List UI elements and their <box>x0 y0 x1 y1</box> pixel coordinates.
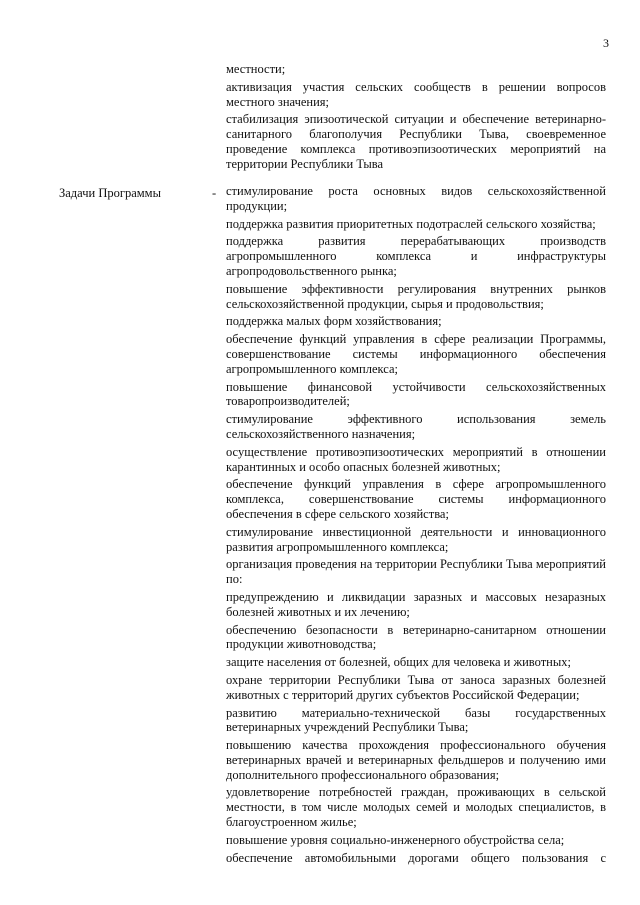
task-item: обеспечение функций управления в сфере агропромышленного комплекса, совершенствование системы информационного обеспечения в сфере сельского хозяйства; <box>226 477 606 521</box>
task-item: повышение уровня социально-инженерного обустройства села; <box>226 832 565 847</box>
tasks-label: Задачи Программы <box>59 186 161 200</box>
task-item: повышению качества прохождения профессионального обучения ветеринарных врачей и ветеринарных фельдшеров и получению ими дополнительного профессионального образования; <box>226 738 606 782</box>
task-item: организация проведения на территории Республики Тыва мероприятий по: <box>226 557 606 587</box>
page-number: 3 <box>603 36 609 50</box>
task-item: удовлетворение потребностей граждан, проживающих в сельской местности, в том числе молодых семей и молодых специалистов, в благоустроенном жилье; <box>226 785 606 830</box>
task-item: повышение финансовой устойчивости сельскохозяйственных товаропроизводителей; <box>226 379 606 409</box>
task-item: обеспечение автомобильными дорогами общего пользования с <box>226 850 606 865</box>
goal-item: стабилизация эпизоотической ситуации и обеспечение ветеринарно-санитарного благополучия Республики Тыва, своевременное проведение комплекса противоэпизоотических мероприятий на территории Республики Тыва <box>226 112 606 171</box>
task-item: обеспечение функций управления в сфере реализации Программы, совершенствование системы информационного обеспечения агропромышленного комплекса; <box>226 332 606 376</box>
task-item: защите населения от болезней, общих для человека и животных; <box>226 655 571 670</box>
task-item: поддержка малых форм хозяйствования; <box>226 314 442 329</box>
task-item: осуществление противоэпизоотических мероприятий в отношении карантинных и особо опасных болезней животных; <box>226 444 606 474</box>
label-dash: - <box>212 186 217 200</box>
goal-item: активизация участия сельских сообществ в решении вопросов местного значения; <box>226 79 606 109</box>
goals-continued-block <box>226 62 606 175</box>
task-item: повышение эффективности регулирования внутренних рынков сельскохозяйственной продукции, сырья и продовольствия; <box>226 281 606 311</box>
task-item: поддержка развития перерабатывающих производств агропромышленного комплекса и инфраструктуры агропродовольственного рынка; <box>226 234 606 278</box>
task-item: поддержка развития приоритетных подотраслей сельского хозяйства; <box>226 216 596 231</box>
task-item: стимулирование инвестиционной деятельности и инновационного развития агропромышленного комплекса; <box>226 524 606 554</box>
task-item: обеспечению безопасности в ветеринарно-санитарном отношении продукции животноводства; <box>226 622 606 652</box>
task-item: стимулирование эффективного использования земель сельскохозяйственного назначения; <box>226 412 606 441</box>
task-item: предупреждению и ликвидации заразных и массовых незаразных болезней животных и их лечению; <box>226 589 606 619</box>
goal-item: местности; <box>226 62 286 76</box>
task-item: стимулирование роста основных видов сельскохозяйственной продукции; <box>226 184 606 213</box>
task-item: охране территории Республики Тыва от заноса заразных болезней животных с территорий других субъектов Российской Федерации; <box>226 672 606 702</box>
tasks-list <box>226 184 606 868</box>
task-item: развитию материально-технической базы государственных ветеринарных учреждений Республики Тыва; <box>226 705 606 735</box>
